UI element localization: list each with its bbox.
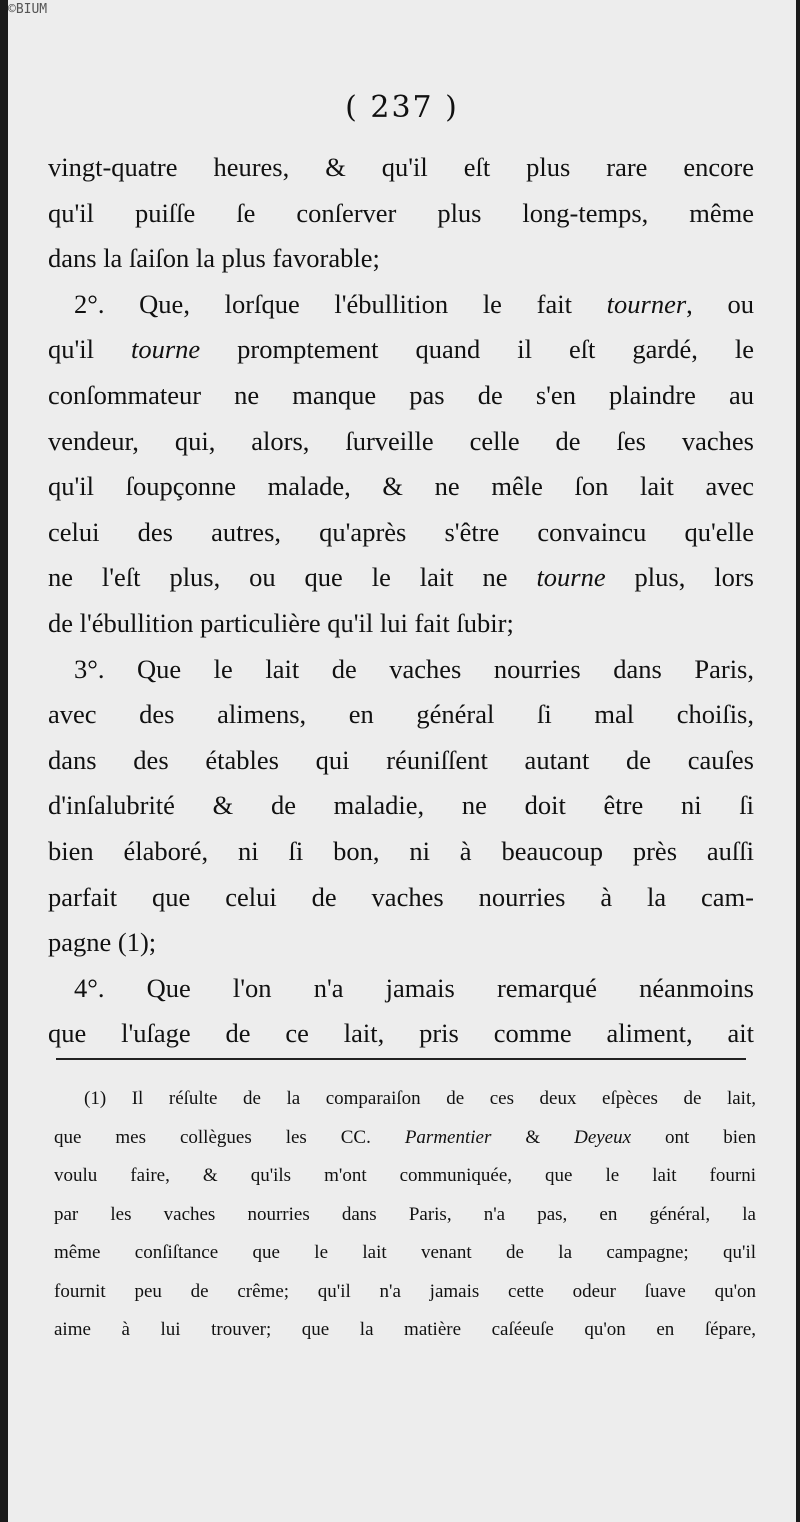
footnote-line: voulu faire, & qu'ils m'ont communiquée, que le lait fourni: [54, 1165, 756, 1186]
italic-word: tourner: [606, 288, 687, 319]
main-text: [48, 145, 754, 1057]
footnote-line: que mes collègues les CC. Parmentier & Deyeux ont bien: [54, 1126, 756, 1148]
text-line: dans des étables qui réuniſſent autant de cauſes: [48, 744, 754, 775]
text-line: qu'il ſoupçonne malade, & ne mêle ſon lait avec: [48, 471, 754, 502]
footnote: [54, 1080, 756, 1350]
text-line: 2°. Que, lorſque l'ébullition le fait tourner, ou: [74, 288, 754, 319]
text-line: celui des autres, qu'après s'être convaincu qu'elle: [48, 516, 754, 547]
italic-name: Parmentier: [404, 1126, 492, 1148]
watermark: ©BIUM: [8, 2, 48, 17]
footnote-line: aime à lui trouver; que la matière caſéeuſe qu'on en ſépare,: [54, 1319, 756, 1340]
text-line: avec des alimens, en général ſi mal choiſis,: [48, 699, 754, 730]
footnote-line: fournit peu de crême; qu'il n'a jamais cette odeur ſuave qu'on: [54, 1280, 756, 1302]
footnote-line: par les vaches nourries dans Paris, n'a pas, en général, la: [54, 1203, 756, 1225]
italic-name: Deyeux: [574, 1126, 632, 1148]
text-line: ne l'eſt plus, ou que le lait ne tourne plus, lors: [48, 562, 754, 593]
text-line: vendeur, qui, alors, ſurveille celle de ſes vaches: [48, 425, 754, 456]
text-line: pagne (1);: [48, 927, 157, 958]
footnote-line: même conſiſtance que le lait venant de la campagne; qu'il: [54, 1242, 756, 1263]
text-line: que l'uſage de ce lait, pris comme aliment, ait: [48, 1018, 754, 1049]
text-line: qu'il tourne promptement quand il eſt gardé, le: [48, 334, 755, 365]
text-line: vingt-quatre heures, & qu'il eſt plus rare encore: [48, 152, 754, 182]
text-line: d'inſalubrité & de maladie, ne doit être ni ſi: [48, 790, 754, 821]
text-line: 4°. Que l'on n'a jamais remarqué néanmoins: [74, 972, 754, 1003]
text-line: 3°. Que le lait de vaches nourries dans Paris,: [74, 653, 754, 684]
page-number: ( 237 ): [345, 90, 459, 125]
text-line: conſommateur ne manque pas de s'en plaindre au: [48, 379, 754, 410]
book-page: [8, 0, 796, 1522]
italic-word: tourne: [131, 334, 201, 365]
text-line: de l'ébullition particulière qu'il lui fait ſubir;: [48, 607, 514, 638]
italic-word: tourne: [536, 562, 606, 593]
text-line: parfait que celui de vaches nourries à la cam-: [48, 881, 754, 912]
footnote-divider: [56, 1058, 746, 1060]
footnote-line: (1) Il réſulte de la comparaiſon de ces deux eſpèces de lait,: [84, 1088, 756, 1109]
text-line: qu'il puiſſe ſe conſerver plus long-temps, même: [48, 197, 754, 228]
text-line: bien élaboré, ni ſi bon, ni à beaucoup près auſſi: [48, 835, 754, 866]
text-line: dans la ſaiſon la plus favorable;: [48, 243, 380, 274]
